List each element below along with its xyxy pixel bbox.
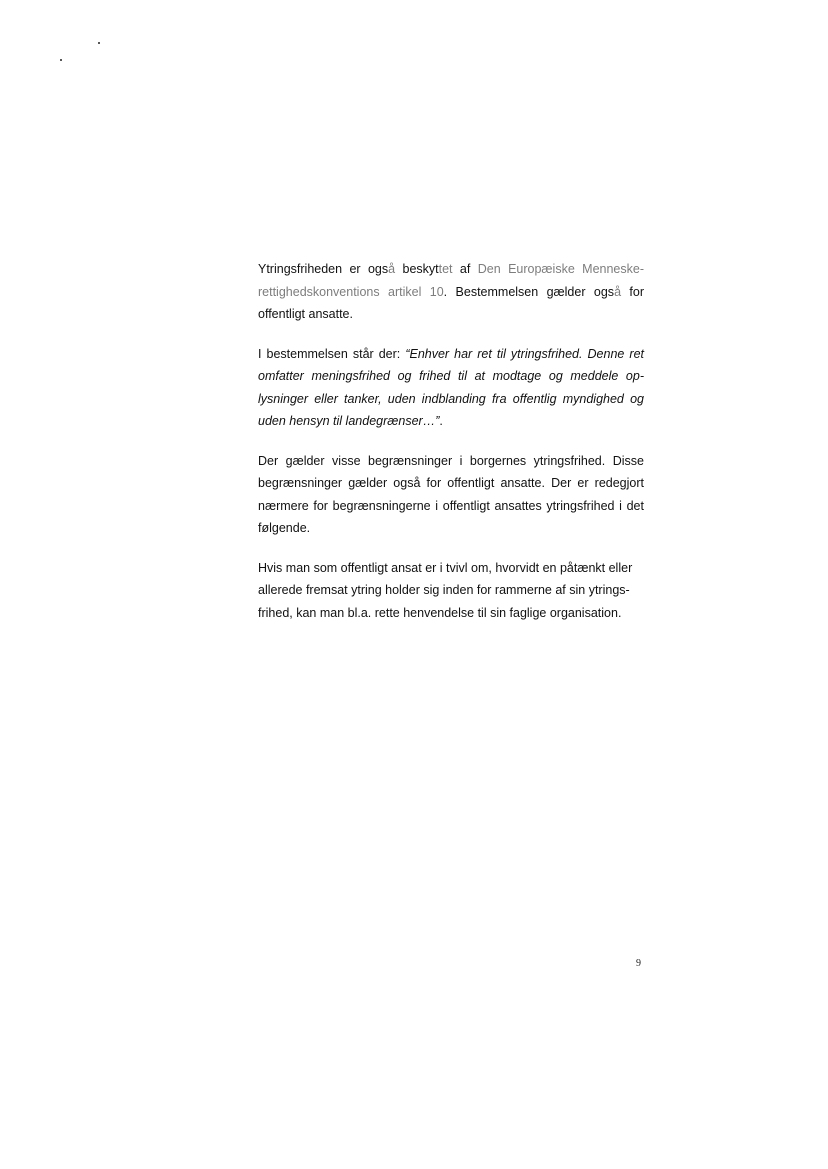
convention-reference: Den Europæiske Menneske-rettighedskonventi [258,262,644,299]
article-quote: “Enhver har ret til ytringsfrihed. Denne ret omfatter meningsfrihed og frihed til at modtage og meddele op-lysninger eller tanker, uden indblanding fra offentlig myndighed og uden hensyn til landegrænser…” [258,346,644,428]
body-text [258,258,644,641]
scan-speck [98,42,100,44]
page-number: 9 [636,958,641,969]
paragraph-guidance: Hvis man som offentligt ansat er i tvivl om, hvorvidt en påtænkt eller allerede fremsat ytring holder sig inden for rammerne af sin ytrings-frihed, kan man bl.a. rette henvendelse til sin faglige organisation. [258,560,633,620]
paragraph-echr: Ytringsfriheden er også beskyttet af Den Europæiske Menneske-rettighedskonventions artikel 10. Bestemmelsen gælder også for offentligt ansatte. [258,262,644,321]
paragraph-quote: I bestemmelsen står der: “Enhver har ret til ytringsfrihed. Denne ret omfatter meningsfrihed og frihed til at modtage og meddele op-lysninger eller tanker, uden indblanding fra offentlig myndighed og uden hensyn til landegrænser…”. [258,346,644,428]
paragraph-limitations: Der gælder visse begrænsninger i borgernes ytringsfrihed. Disse begrænsninger gælder også for offentligt ansatte. Der er redegjort nærmere for begrænsningerne i offentligt ansattes ytringsfrihed i det følgende. [258,453,644,535]
scan-speck [60,59,62,61]
